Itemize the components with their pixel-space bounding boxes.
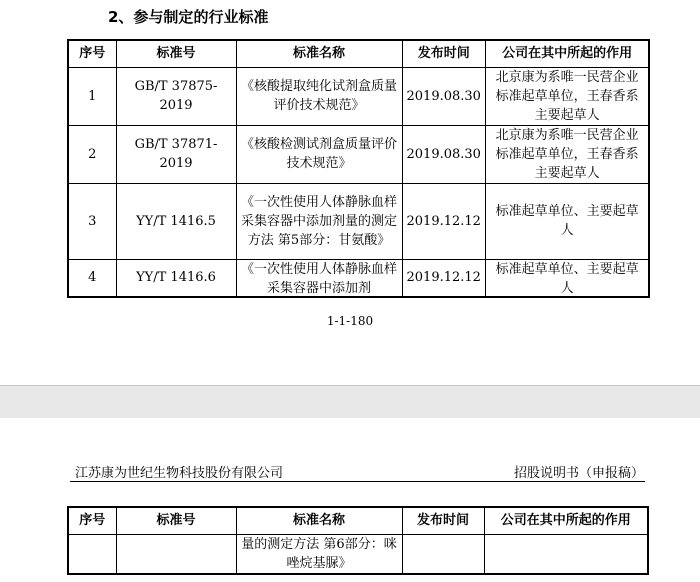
col-header-no: 序号 xyxy=(68,40,116,67)
table-row xyxy=(68,183,649,259)
row-name: 《核酸提取纯化试剂盒质量评价技术规范》 xyxy=(236,67,402,125)
row-no: 3 xyxy=(68,183,116,259)
header-document-title: 招股说明书（申报稿） xyxy=(513,466,644,481)
col-header-date: 发布时间 xyxy=(402,507,484,534)
table-row xyxy=(68,125,649,183)
col-header-name: 标准名称 xyxy=(236,40,402,67)
row-no xyxy=(68,534,116,574)
page-number: 1-1-180 xyxy=(326,314,374,328)
col-header-code: 标准号 xyxy=(116,40,236,67)
col-header-date: 发布时间 xyxy=(402,40,485,67)
col-header-role: 公司在其中所起的作用 xyxy=(485,40,649,67)
row-name-text: 《一次性使用人体静脉血样采集容器中添加剂 xyxy=(240,261,397,296)
row-role: 北京康为系唯一民营企业标准起草单位，王春香系主要起草人 xyxy=(485,125,649,183)
table-row xyxy=(68,67,649,125)
row-date: 2019.12.12 xyxy=(402,183,485,259)
row-role: 北京康为系唯一民营企业标准起草单位，王春香系主要起草人 xyxy=(485,67,649,125)
row-role xyxy=(485,259,649,297)
header-company: 江苏康为世纪生物科技股份有限公司 xyxy=(75,466,284,481)
standards-table-continued xyxy=(67,506,649,575)
row-name: 《核酸检测试剂盒质量评价技术规范》 xyxy=(236,125,402,183)
header-divider xyxy=(70,481,645,482)
row-code: GB/T 37871-2019 xyxy=(116,125,236,183)
table-row xyxy=(68,534,648,574)
row-date xyxy=(402,534,484,574)
row-date: 2019.08.30 xyxy=(402,125,485,183)
row-code: YY/T 1416.5 xyxy=(116,183,236,259)
row-no: 1 xyxy=(68,67,116,125)
row-code: GB/T 37875-2019 xyxy=(116,67,236,125)
row-date: 2019.12.12 xyxy=(402,259,485,297)
row-role-text: 标准起草单位、主要起草人 xyxy=(495,261,639,296)
page-gap xyxy=(0,385,700,419)
table-header-row xyxy=(68,507,648,534)
col-header-name: 标准名称 xyxy=(236,507,402,534)
row-date: 2019.08.30 xyxy=(402,67,485,125)
row-code: YY/T 1416.6 xyxy=(116,259,236,297)
row-code xyxy=(116,534,236,574)
section-title: 2、参与制定的行业标准 xyxy=(108,8,269,26)
row-role xyxy=(484,534,648,574)
row-no: 4 xyxy=(68,259,116,297)
row-no: 2 xyxy=(68,125,116,183)
col-header-no: 序号 xyxy=(68,507,116,534)
row-name: 《一次性使用人体静脉血样采集容器中添加剂量的测定方法 第5部分：甘氨酸》 xyxy=(236,183,402,259)
row-name xyxy=(236,259,402,297)
table-header-row xyxy=(68,40,649,67)
page-lower xyxy=(0,418,700,582)
standards-table xyxy=(67,39,650,298)
col-header-role: 公司在其中所起的作用 xyxy=(484,507,648,534)
row-role: 标准起草单位、主要起草人 xyxy=(485,183,649,259)
col-header-code: 标准号 xyxy=(116,507,236,534)
table-row xyxy=(68,259,649,297)
row-name: 量的测定方法 第6部分：咪唑烷基脲》 xyxy=(236,534,402,574)
